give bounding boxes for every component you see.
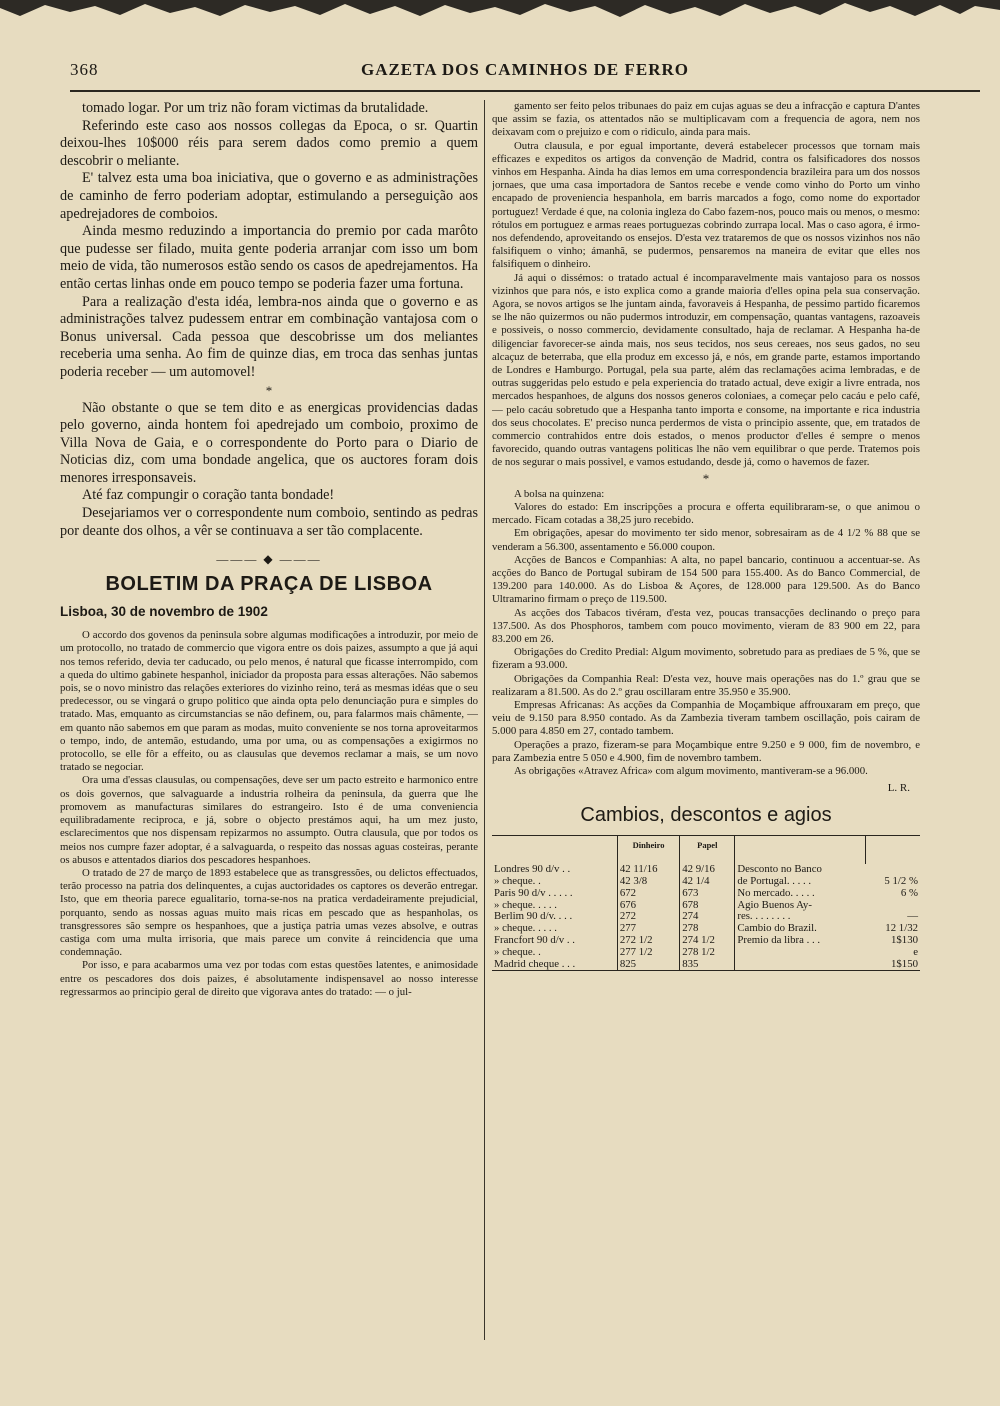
- table-cell: 272: [617, 911, 679, 923]
- article-stones: [60, 100, 478, 540]
- table-cell: 42 11/16: [617, 864, 679, 876]
- table-cell: 1$150: [891, 957, 918, 970]
- column-header: Papel: [680, 836, 735, 865]
- paragraph: Obrigações do Credito Predial: Algum movimento, sobretudo para as prediaes de 5 %, que se fizeram a 93.000.: [492, 646, 920, 672]
- table-cell: Cambio do Brazil.: [735, 923, 865, 935]
- table-cell: 12 1/32: [885, 922, 918, 935]
- torn-page-edge: [0, 0, 1000, 40]
- paragraph: O tratado de 27 de março de 1893 estabelece que as transgressões, ou delictos effectuados, terão processo na patria dos delinquentes, a cujas auctoridades os captores os deverão entregar. Isto, que em theoria parece egualitario, torna-se-nos na pratica verdadeiramente prejudicial, porquanto, sendo as nossas aguas muito mais ricas em pescado que as hespanholas, os transgressores são sempre os hespanhoes, que a justiça patria umas vezes absolve, e outras castiga com uma multa irrisoria, que mais parece um convite á reincidencia que uma condemnação.: [60, 866, 478, 959]
- paragraph: O accordo dos govenos da peninsula sobre algumas modificações a introduzir, por meio de um protocollo, no tratado de commercio que vigora entre os dois paizes, assumpto a que já aqui nos temos referido, devia ter caducado, ou pelo menos, é natural que ficasse interrompido, com a queda do ultimo gabinete hespanhol, iniciador da proposta para essas alterações. Não sabemos pois, se o novo ministro das relações exteriores do vizinho reino, terá as mesmas idéas que o seu predecessor, ou se vingará o grupo politico que ainda opta pelo denunciação pura e simples do tratado. Mas, emquanto as circumstancias se não definem, ou, para falarmos mais châmente, — em quanto não sabemos em que param as modas, muito conveniente se nos torna aproveitarmos o tempo, indo, de antemão, estudando, uma por uma, ou as compensações a exigirmos no protocollo, se elle fôr a effeito, ou as clausulas que devemos reclamar a mais, se um novo tratado se negociar.: [60, 629, 478, 774]
- paragraph: As acções dos Tabacos tivéram, d'esta vez, poucas transacções declinando o preço para 137.500. As dos Phosphoros, tambem com pouco movimento, vieram de 83 900 em 22, para 83.200 em 26.: [492, 606, 920, 645]
- table-cell: res. . . . . . . .: [735, 911, 865, 923]
- column-header: Dinheiro: [617, 836, 679, 865]
- paragraph: Ora uma d'essas clausulas, ou compensações, deve ser um pacto estreito e harmonico entre os dois governos, que salvaguarde a industria rolheira da peninsula, da guerra que lhe promovem as manufacturas similares do estrangeiro. Isto é de uma conveniencia equilibradamente reciproca, e já, sobre o objecto prestámos aqui, ha um mez justo, esclarecimentos que nos dispensam repizarmos no assumpto. Outra clausula, que por todos os meios nos cumpre fazer adoptar, é a salvaguarda, o respeito das nossas aguas costeiras, perante os abusos e attentados diarios dos pescadores hespanhoes.: [60, 774, 478, 866]
- table-row: [492, 888, 920, 900]
- table-cell: 672: [617, 888, 679, 900]
- publication-title: GAZETA DOS CAMINHOS DE FERRO: [360, 60, 690, 79]
- table-cell: 835: [680, 959, 735, 971]
- paragraph: Ainda mesmo reduzindo a importancia do premio por cada marôto que pudesse ser filado, muita gente poderia arranjar com isso um bom meio de vida, tão numerosos estão sendo os casos de apedrejamentos. Ha então certas linhas onde em pouco tempo se poderia fazer uma fortuna.: [60, 223, 478, 292]
- table-cell: 42 9/16: [680, 864, 735, 876]
- table-cell: Madrid cheque . . .: [494, 957, 576, 970]
- header-rule: [70, 90, 980, 92]
- table-cell: 278: [680, 923, 735, 935]
- table-cell: Desconto no Banco: [735, 864, 865, 876]
- table-cell: Londres 90 d/v . .: [494, 863, 571, 876]
- table-cell: [735, 959, 865, 971]
- article-treaty-continued: [492, 100, 920, 778]
- paragraph: As obrigações «Atravez Africa» com algum movimento, mantiveram-se a 96.000.: [514, 764, 868, 777]
- paragraph: Por isso, e para acabarmos uma vez por todas com estas questões latentes, e animosidade entre os pescadores dos dois paizes, é absolutamente indispensavel ao nosso interesse regressarmos ao principio geral de direito que vigorava antes do tratado: — o jul-: [60, 959, 478, 998]
- table-cell: 277: [617, 923, 679, 935]
- page-header: [70, 60, 980, 86]
- paragraph: Acções de Bancos e Companhias: A alta, no papel bancario, continuou a accentuar-se. As acções do Banco de Portugal subiram de 154 500 para 155.400. As do Banco Commercial, de 139.200 para 140.000. As do Lisboa & Açores, de 128.000 para 129.500. As do Banco Ultramarino firmam o preço de 119.500.: [492, 553, 920, 606]
- ornament-divider: ——— ◆ ———: [216, 552, 322, 567]
- column-header: [492, 836, 617, 865]
- paragraph: Empresas Africanas: As acções da Companhia de Moçambique affrouxaram em preço, que veiu de 9.150 para 8.950 contado. As da Zambezia tiveram tambem oscillação, pois cairam de 5.000 para 4.850 em 27, contado tambem.: [492, 698, 920, 738]
- table-header-row: [492, 836, 920, 865]
- paragraph: tomado logar. Por um triz não foram victimas da brutalidade.: [82, 100, 429, 116]
- table-cell: 6 %: [900, 886, 918, 899]
- paragraph: Valores do estado: Em inscripções a procura e offerta equilibraram-se, o que animou o mercado. Ficam cotadas a 38,25 juro recebido.: [492, 500, 920, 527]
- table-row: [492, 876, 920, 888]
- boletim-title: BOLETIM DA PRAÇA DE LISBOA: [105, 573, 433, 596]
- table-cell: 678: [680, 900, 735, 912]
- paragraph: Obrigações da Companhia Real: D'esta vez, houve mais operações nas do 1.º grau que se realizaram a 81.500. As do 2.º grau oscillaram entre 35.950 e 35.900.: [492, 672, 920, 698]
- column-header: [735, 836, 865, 865]
- signature: L. R.: [887, 782, 910, 795]
- table-cell: 278 1/2: [680, 947, 735, 959]
- section-separator-star: *: [702, 470, 710, 486]
- table-cell: [735, 947, 865, 959]
- table-cell: » cheque. .: [494, 945, 541, 958]
- column-divider: [484, 100, 485, 1340]
- table-cell: Francfort 90 d/v . .: [494, 933, 575, 946]
- paragraph: Referindo este caso aos nossos collegas da Epoca, o sr. Quartin deixou-lhes 10$000 réis para serem dados como premio a quem descobrir o meliante.: [60, 117, 478, 169]
- table-cell: 274 1/2: [680, 935, 735, 947]
- table-cell: 274: [680, 911, 735, 923]
- paragraph: Operações a prazo, fizeram-se para Moçambique entre 9.250 e 9 000, fim de novembro, e para Zambezia entre 5 050 e 4.900, fim de novembro tambem.: [492, 738, 920, 764]
- table-row: [492, 959, 920, 971]
- table-cell: 825: [617, 959, 679, 971]
- section-separator-star: *: [265, 382, 273, 398]
- table-cell: 5 1/2 %: [884, 874, 918, 887]
- table-cell: » cheque. . . . .: [494, 898, 557, 911]
- table-cell: Agio Buenos Ay-: [735, 900, 865, 912]
- table-cell: 277 1/2: [617, 947, 679, 959]
- table-cell: 42 3/8: [617, 876, 679, 888]
- cambios-table: [492, 835, 920, 971]
- table-cell: 676: [617, 900, 679, 912]
- table-row: [492, 947, 920, 959]
- table-cell: 1$130: [891, 933, 918, 946]
- left-column: [60, 100, 478, 1340]
- paragraph: Até faz compungir o coração tanta bondade!: [82, 487, 335, 504]
- table-row: [492, 935, 920, 947]
- table-cell: Premio da libra . . .: [735, 935, 865, 947]
- column-header: [865, 836, 920, 865]
- table-cell: » cheque. .: [494, 874, 541, 887]
- table-cell: e: [913, 945, 918, 958]
- table-cell: 272 1/2: [617, 935, 679, 947]
- cambios-title: Cambios, descontos e agios: [580, 804, 832, 827]
- table-cell: Paris 90 d/v . . . . .: [494, 886, 573, 899]
- table-cell: 673: [680, 888, 735, 900]
- paragraph: E' talvez esta uma boa iniciativa, que o governo e as administrações de caminho de ferro poderiam adoptar, estimulando a perseguição aos apedrejadores de comboios.: [60, 170, 478, 222]
- boletim-dateline: Lisboa, 30 de novembro de 1902: [60, 604, 268, 620]
- table-cell: No mercado. . . . .: [735, 888, 865, 900]
- article-treaty: [60, 629, 478, 999]
- paragraph: Outra clausula, e por egual importante, deverá estabelecer processos que tornam mais efficazes e expeditos os artigos da convenção de Madrid, contra os falsificadores dos nossos vinhos em Hespanha. Ainda ha dias lemos em uma correspondencia brazileira para um dos nossos jornaes, que uma casa importadora de Santos recebe e vende como vinho do Porto um vinho encapado de proveniencia hespanhola, em barris marcados a fogo, como nome do exportador portuguez! Verdade é que, na colonia ingleza do Cabo fazem-nos, pouco mais ou menos, o mesmo: rótulos em portuguez e armas reaes portuguezas cobrindo zurrapa local. Mas o caso agora, é irmo-nos defendendo, aproveitando os ensejos. D'esta vez trataremos de que os nossos vizinhos nos não falsifiquem o vinho; ámanhã, se pudermos, pensaremos na maneira de evitar que elles nos falsifiquem o dinheiro.: [492, 139, 920, 271]
- paragraph: A bolsa na quinzena:: [514, 487, 605, 500]
- right-column: [492, 100, 920, 1340]
- table-cell: Berlim 90 d/v. . . .: [494, 910, 573, 923]
- page-number: 368: [70, 60, 99, 79]
- table-cell: » cheque. . . . .: [494, 922, 557, 935]
- paragraph: Desejariamos ver o correspondente num comboio, sentindo as pedras por deante dos olhos, a vêr se continuava a ser tão complacente.: [60, 505, 478, 539]
- paragraph: gamento ser feito pelos tribunaes do paiz em cujas aguas se deu a infracção e captura D'antes que assim se fazia, os attentados não se multiplicavam com a frequencia de agora, nem nos deixavam com o prejuizo e com o ridiculo, ainda para mais.: [492, 100, 920, 139]
- table-cell: de Portugal. . . . .: [735, 876, 865, 888]
- paragraph: Já aqui o dissémos: o tratado actual é incomparavelmente mais vantajoso para os nossos vizinhos que para nós, e isto explica como a grande maioria d'elles opina pela sua conservação. Agora, se novos artigos se lhe juntam ainda, favoraveis á Hespanha, de pessimo partido ficaremos se lhe não quizermos ou não pudermos introduzir, em compensação, quantas vantagens, razoaveis e possiveis, o nosso commercio, devidamente consultado, haja de reclamar. A Hespanha ha-de diligenciar favorecer-se ainda mais, nos seus tecidos, nos seus cereaes, nos seus gados, no seu alcaçuz de beterraba, que ella produz em excesso já, e nós, em grande parte, estamos importando de Londres e Hamburgo. Portugal, pela sua parte, além das reclamações acima lembradas, e de outras suggeridas pelo estudo e pela experiencia do tratado actual, deve exigir a livre entrada, nos mercados hespanhoes, de alguns dos nossos generos coloniaes, a começar pelo cacáu e pelo café, — pelo cacáu sobretudo que a Hespanha tanto importa e consome, na importante e rica industria dos seus chocolates. E' preciso nunca perdermos de vista o principio assente, que, em tratados de commercio contrahidos entre dois estados, o menos productor d'elles é sempre o menos favorecido, quando outras vantagens politicas lhe não vem equilibrar o que perde. Tratemos pois de nos segurar o mais possivel, e vamos estudando, desde já, como o havemos de fazer.: [492, 271, 920, 469]
- paragraph: Em obrigações, apesar do movimento ter sido menor, sobresairam as de 4 1/2 % 88 que se venderam a 56.300, assentamento e 56.000 coupon.: [492, 527, 920, 553]
- table-cell: —: [907, 910, 918, 923]
- table-cell: 42 1/4: [680, 876, 735, 888]
- paragraph: Para a realização d'esta idéa, lembra-nos ainda que o governo e as administrações talvez pudessem entrar em combinação vantajosa com o Bonus universal. Cada pessoa que descobrisse um dos meliantes receberia uma senha. Ao fim de quinze dias, em troca das senhas juntas poderia receber — um automovel!: [60, 293, 478, 380]
- paragraph: Não obstante o que se tem dito e as energicas providencias dadas pelo governo, ainda hontem foi apedrejado um comboio, proximo de Villa Nova de Gaia, e o correspondente do Porto para o Diario de Noticias diz, com uma bondade angelica, que os auctores foram dois menores irresponsaveis.: [60, 399, 478, 486]
